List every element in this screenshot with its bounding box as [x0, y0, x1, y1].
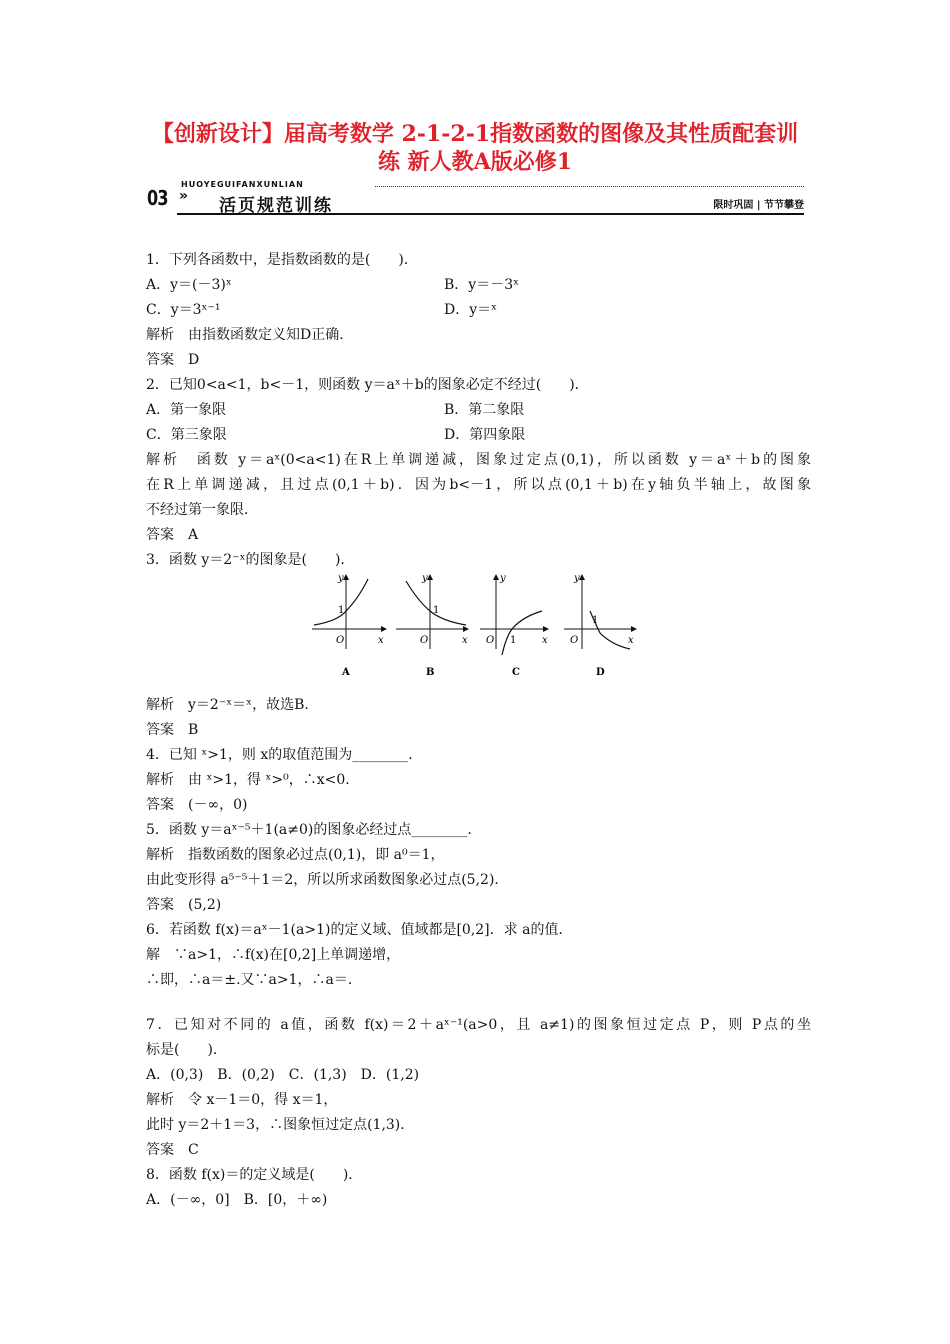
- q7-answer: 答案 C: [146, 1142, 199, 1158]
- q5-answer: 答案 (5,2): [146, 897, 222, 913]
- q3-c-one-label: 1: [510, 635, 517, 646]
- q3-c-origin-label: O: [486, 635, 495, 646]
- q4-analysis: 解析 由 ˣ>1，得 ˣ>⁰，∴x<0.: [146, 772, 350, 788]
- q2-option-d: D．第四象限: [444, 427, 526, 443]
- q2-options-cd: [146, 423, 811, 448]
- q3-c-option-label: C: [512, 667, 520, 678]
- q2-analysis-3: 不经过第一象限．: [146, 502, 258, 518]
- banner-tagline: 限时巩固 | 节节攀登: [713, 200, 804, 211]
- q8-options: A．(－∞，0] B．[0，＋∞): [146, 1192, 328, 1208]
- banner-pinyin: HUOYEGUIFANXUNLIAN: [181, 180, 304, 189]
- q2-option-c: C．第三象限: [146, 427, 227, 443]
- q7-options: A．(0,3) B．(0,2) C．(1,3) D．(1,2): [146, 1067, 420, 1083]
- q3-a-one-label: 1: [338, 605, 345, 616]
- q8-stem: 8．函数 f(x)＝的定义域是( )．: [146, 1167, 363, 1183]
- q1-options-ab: [146, 273, 811, 298]
- q3-analysis: 解析 y＝2⁻ˣ＝ˣ，故选B.: [146, 697, 309, 713]
- document-title: [130, 120, 820, 176]
- q2-option-a: A．第一象限: [146, 402, 227, 418]
- q3-b-one-label: 1: [433, 605, 440, 616]
- q4-stem: 4．已知 ˣ>1，则 x的取值范围为________．: [146, 747, 423, 763]
- q1-answer: 答案 D: [146, 352, 200, 368]
- q6-stem: 6．若函数 f(x)＝aˣ－1(a>1)的定义域、值域都是[0,2]．求 a的值．: [146, 922, 573, 938]
- q3-d-one-label: 1: [592, 615, 599, 626]
- q3-b-y-label: y: [422, 573, 428, 584]
- q7-stem-2: 标是( )．: [146, 1042, 227, 1058]
- q3-b-x-label: x: [462, 635, 468, 646]
- q1-option-d: D．y＝ˣ: [444, 302, 498, 318]
- section-banner: [147, 180, 804, 216]
- q3-b-origin-label: O: [420, 635, 429, 646]
- q5-stem: 5．函数 y＝aˣ⁻⁵＋1(a≠0)的图象必经过点________．: [146, 822, 482, 838]
- q1-stem: 1．下列各函数中，是指数函数的是( )．: [146, 252, 418, 268]
- title-line-2: 练 新人教A版必修1: [377, 149, 573, 175]
- q3-d-origin-label: O: [570, 635, 579, 646]
- q5-analysis-2: 由此变形得 a⁵⁻⁵＋1＝2，所以所求函数图象必过点(5,2)．: [146, 872, 509, 888]
- banner-rule: [177, 213, 804, 215]
- spacer: [146, 993, 811, 1013]
- q3-d-x-label: x: [628, 635, 634, 646]
- banner-arrow-icon: »: [179, 188, 189, 204]
- q7-stem-1: 7．已知对不同的 a值，函数 f(x)＝2＋aˣ⁻¹(a>0，且 a≠1)的图象恒过定点 P，则 P点的坐: [146, 1017, 811, 1033]
- q2-options-ab: [146, 398, 811, 423]
- q2-analysis-1: 解析 函数 y＝aˣ(0<a<1)在R上单调递减，图象过定点(0,1)，所以函数 y＝aˣ＋b的图象: [146, 452, 811, 468]
- q7-analysis: 解析 令 x－1＝0，得 x＝1，: [146, 1092, 338, 1108]
- q3-graph-c: [480, 573, 548, 678]
- q6-solution-1: 解 ∵a>1，∴f(x)在[0,2]上单调递增，: [146, 947, 401, 963]
- q2-answer: 答案 A: [146, 527, 199, 543]
- q4-answer: 答案 (－∞，0): [146, 797, 248, 813]
- q3-a-x-label: x: [378, 635, 384, 646]
- q6-solution-2: ∴即，∴a＝±.又∵a>1，∴a＝.: [146, 972, 353, 988]
- q2-analysis-2: 在R上单调递减，且过点(0,1＋b)．因为b<－1，所以点(0,1＋b)在y轴负半轴上，故图象: [146, 477, 811, 493]
- q3-c-y-label: y: [500, 573, 506, 584]
- q1-option-a: A．y＝(－3)ˣ: [146, 277, 232, 293]
- q1-option-c: C．y＝3ˣ⁻¹: [146, 302, 221, 318]
- q3-graph-d: [564, 573, 636, 678]
- q2-option-b: B．第二象限: [444, 402, 525, 418]
- exercise-content: [146, 248, 811, 1213]
- q3-graph-b: [396, 573, 468, 678]
- title-line-1: 【创新设计】届高考数学 2-1-2-1指数函数的图像及其性质配套训: [151, 121, 799, 147]
- q3-b-option-label: B: [426, 667, 435, 678]
- q7-analysis-2: 此时 y＝2＋1＝3，∴图象恒过定点(1,3)．: [146, 1117, 415, 1133]
- q3-a-origin-label: O: [336, 635, 345, 646]
- q3-a-y-label: y: [338, 573, 344, 584]
- q1-options-cd: [146, 298, 811, 323]
- q3-d-y-label: y: [574, 573, 580, 584]
- q2-stem: 2．已知0<a<1，b<－1，则函数 y＝aˣ＋b的图象必定不经过( )．: [146, 377, 589, 393]
- q3-d-option-label: D: [596, 667, 605, 678]
- q3-c-x-label: x: [542, 635, 548, 646]
- banner-dotted-rule: [375, 186, 804, 187]
- q3-graph-options: [310, 573, 810, 693]
- q1-analysis: 解析 由指数函数定义知D正确．: [146, 327, 354, 343]
- q5-analysis: 解析 指数函数的图象必过点(0,1)，即 a⁰＝1，: [146, 847, 445, 863]
- banner-number: 03: [147, 186, 168, 210]
- q3-graph-a: [312, 573, 386, 678]
- q3-a-option-label: A: [342, 667, 350, 678]
- q3-graphs-svg: [310, 573, 670, 685]
- banner-heading: 活页规范训练: [219, 196, 333, 216]
- q3-answer: 答案 B: [146, 722, 199, 738]
- q3-stem: 3．函数 y＝2⁻ˣ的图象是( )．: [146, 552, 355, 568]
- q1-option-b: B．y＝－3ˣ: [444, 277, 520, 293]
